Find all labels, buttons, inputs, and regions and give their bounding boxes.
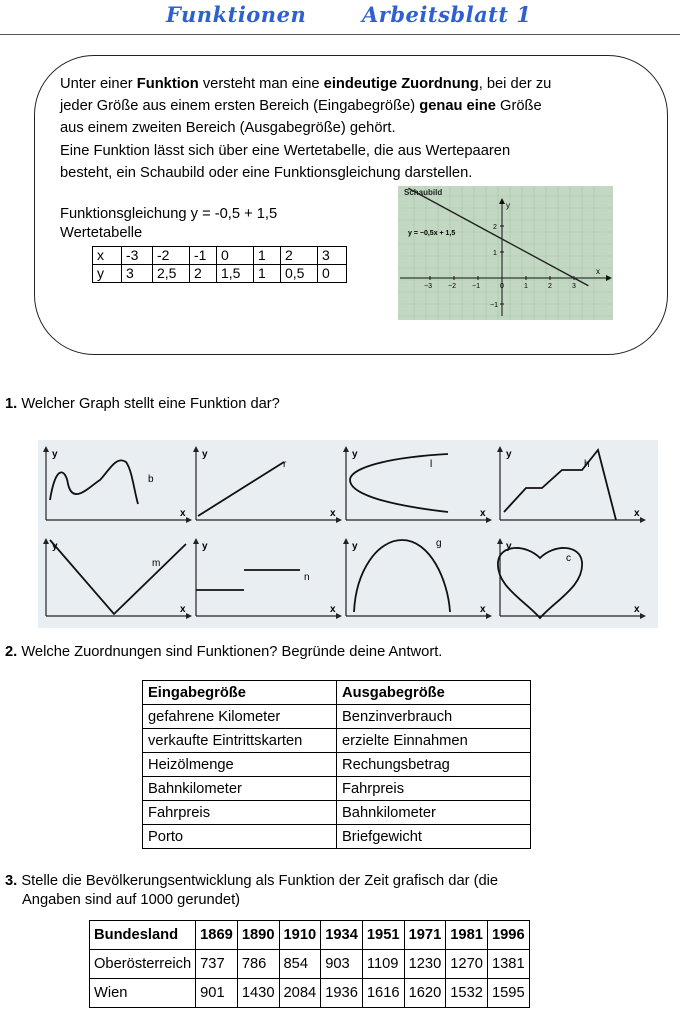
value-table-cell: 0 [217, 247, 254, 265]
equation-label: Funktionsgleichung y = -0,5 + 1,5 [60, 206, 278, 222]
table-cell: 1620 [404, 979, 446, 1008]
graph-x-label: x [330, 604, 336, 615]
table-cell: 1109 [362, 950, 404, 979]
schaubild-y-tick-label: 2 [493, 224, 497, 231]
value-table-cell: 3 [122, 265, 153, 283]
value-table-cell: -2 [153, 247, 190, 265]
table-cell: 1381 [487, 950, 529, 979]
graph-y-label: y [506, 541, 512, 552]
graph-label-l: l [430, 459, 433, 470]
header-title-right: Arbeitsblatt 1 [362, 2, 532, 27]
table-cell: 1971 [404, 921, 446, 950]
value-table-cell: 1,5 [217, 265, 254, 283]
graph-x-label: x [330, 508, 336, 519]
schaubild-x-tick-label: 2 [548, 283, 552, 290]
text: Unter einer [60, 76, 137, 92]
text: , bei der zu [478, 76, 552, 92]
assignments-table [142, 680, 531, 849]
value-table-label: Wertetabelle [60, 225, 143, 241]
task-2-text: Welche Zuordnungen sind Funktionen? Begründe deine Antwort. [17, 644, 443, 660]
table-cell: Bahnkilometer [337, 801, 531, 825]
table-cell: gefahrene Kilometer [143, 705, 337, 729]
schaubild-y-label: y [506, 201, 510, 210]
table-cell: 901 [196, 979, 238, 1008]
table-cell: 1532 [446, 979, 488, 1008]
assignments-header-output: Ausgabegröße [337, 681, 531, 705]
task-1 [5, 395, 280, 414]
table-cell: Briefgewicht [337, 825, 531, 849]
assignments-header-input: Eingabegröße [143, 681, 337, 705]
value-table-cell: 0,5 [281, 265, 318, 283]
graph-y-label: y [352, 449, 358, 460]
task-1-number: 1. [5, 396, 18, 412]
table-cell: 1270 [446, 950, 488, 979]
graph-x-label: x [180, 508, 186, 519]
task-3-number: 3. [5, 873, 18, 889]
schaubild-y-tick-label: −1 [490, 302, 498, 309]
table-cell: verkaufte Eintrittskarten [143, 729, 337, 753]
schaubild-equation: y = −0,5x + 1,5 [408, 230, 456, 237]
definition-line-2 [60, 95, 660, 117]
value-table [92, 246, 347, 283]
schaubild-x-tick-label: 1 [524, 283, 528, 290]
graph-y-label: y [506, 449, 512, 460]
definition-line-5: besteht, ein Schaubild oder eine Funktionsgleichung darstellen. [60, 164, 473, 181]
definition-line-4: Eine Funktion lässt sich über eine Wertetabelle, die aus Wertepaaren [60, 142, 511, 159]
schaubild-x-tick-label: −2 [448, 283, 456, 290]
population-header-row [90, 921, 530, 950]
table-row [143, 705, 531, 729]
table-row [90, 950, 530, 979]
graph-label-b: b [148, 474, 154, 485]
table-cell: 1430 [237, 979, 279, 1008]
value-table-cell: -3 [122, 247, 153, 265]
value-table-cell: 0 [318, 265, 347, 283]
table-cell: Oberösterreich [90, 950, 196, 979]
table-cell: erzielte Einnahmen [337, 729, 531, 753]
graphs-background [38, 440, 658, 628]
graph-y-label: y [52, 449, 58, 460]
value-table-cell: 2,5 [153, 265, 190, 283]
table-cell: 737 [196, 950, 238, 979]
schaubild-title: Schaubild [404, 188, 443, 197]
definition-text [60, 73, 660, 184]
table-row [143, 801, 531, 825]
graph-label-n: n [304, 572, 310, 583]
table-cell: 1934 [321, 921, 363, 950]
value-table-cell: y [93, 265, 122, 283]
worksheet-header [0, 0, 680, 35]
table-cell: 1981 [446, 921, 488, 950]
value-table-row-x [93, 247, 347, 265]
graph-label-g: g [436, 538, 442, 549]
value-table-cell: 1 [254, 265, 281, 283]
graph-x-label: x [634, 604, 640, 615]
assignments-header-row [143, 681, 531, 705]
graph-label-m: m [152, 558, 161, 569]
table-cell: 1890 [237, 921, 279, 950]
term-genau-eine: genau eine [419, 98, 496, 115]
table-row [143, 777, 531, 801]
graphs-panel [38, 440, 658, 628]
schaubild-x-tick-label: −1 [472, 283, 480, 290]
table-cell: 2084 [279, 979, 321, 1008]
value-table-cell: 2 [281, 247, 318, 265]
table-cell: 1951 [362, 921, 404, 950]
graph-label-r: r [283, 459, 287, 470]
text: versteht man eine [198, 76, 324, 92]
header-title-left: Funktionen [166, 2, 307, 27]
schaubild-graph [398, 186, 613, 320]
schaubild-y-tick-label: 1 [493, 250, 497, 257]
task-1-text: Welcher Graph stellt eine Funktion dar? [17, 396, 280, 412]
graph-x-label: x [480, 604, 486, 615]
value-table-cell: x [93, 247, 122, 265]
table-row [90, 979, 530, 1008]
table-cell: 1936 [321, 979, 363, 1008]
graph-label-h: h [584, 459, 590, 470]
table-cell: Porto [143, 825, 337, 849]
value-table-cell: 3 [318, 247, 347, 265]
table-cell: Heizölmenge [143, 753, 337, 777]
definition-line-3: aus einem zweiten Bereich (Ausgabegröße) gehört. [60, 120, 396, 137]
table-cell: Fahrpreis [337, 777, 531, 801]
graph-x-label: x [180, 604, 186, 615]
table-cell: 854 [279, 950, 321, 979]
value-table-cell: -1 [190, 247, 217, 265]
table-cell: 1230 [404, 950, 446, 979]
schaubild-x-tick-label: 0 [500, 283, 504, 290]
graph-x-label: x [634, 508, 640, 519]
task-3-text-2: Angaben sind auf 1000 gerundet) [22, 892, 241, 908]
text: jeder Größe aus einem ersten Bereich (Eingabegröße) [60, 98, 420, 115]
table-cell: 786 [237, 950, 279, 979]
task-2-number: 2. [5, 644, 18, 660]
table-cell: 1869 [196, 921, 238, 950]
schaubild-x-label: x [596, 267, 600, 276]
table-cell: Rechungsbetrag [337, 753, 531, 777]
table-cell: Bahnkilometer [143, 777, 337, 801]
graph-y-label: y [352, 541, 358, 552]
task-3-text: Stelle die Bevölkerungsentwicklung als Funktion der Zeit grafisch dar (die [17, 873, 499, 889]
table-cell: Bundesland [90, 921, 196, 950]
text: Größe [495, 98, 542, 115]
table-cell: 1996 [487, 921, 529, 950]
value-table-cell: 1 [254, 247, 281, 265]
task-2 [5, 643, 442, 662]
table-cell: 1910 [279, 921, 321, 950]
value-table-row-y [93, 265, 347, 283]
task-3 [5, 872, 498, 910]
table-cell: Fahrpreis [143, 801, 337, 825]
schaubild-x-tick-label: −3 [424, 283, 432, 290]
schaubild-x-tick-label: 3 [572, 283, 576, 290]
graph-y-label: y [202, 541, 208, 552]
table-cell: Wien [90, 979, 196, 1008]
table-cell: Benzinverbrauch [337, 705, 531, 729]
definition-line-1 [60, 73, 660, 95]
graph-label-c: c [566, 553, 571, 564]
graph-x-label: x [480, 508, 486, 519]
table-row [143, 825, 531, 849]
graph-y-label: y [52, 541, 58, 552]
population-table [89, 920, 530, 1008]
table-row [143, 753, 531, 777]
value-table-cell: 2 [190, 265, 217, 283]
table-cell: 1595 [487, 979, 529, 1008]
term-funktion: Funktion [136, 76, 199, 92]
table-cell: 903 [321, 950, 363, 979]
table-row [143, 729, 531, 753]
graph-y-label: y [202, 449, 208, 460]
term-eindeutige-zuordnung: eindeutige Zuordnung [323, 76, 479, 92]
equation-block [60, 205, 277, 243]
table-cell: 1616 [362, 979, 404, 1008]
